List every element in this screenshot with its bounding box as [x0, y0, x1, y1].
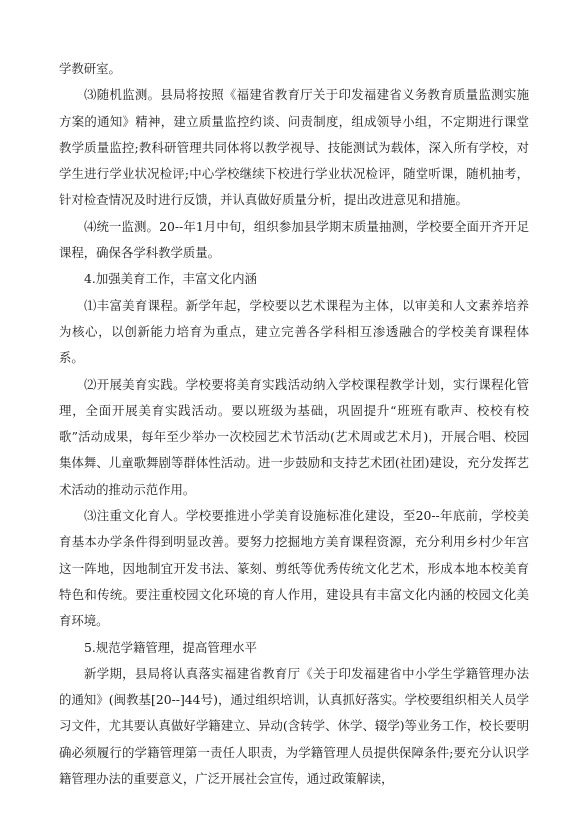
paragraph-fragment: 学教研室。 — [59, 61, 121, 76]
paragraph-random-monitoring: ⑶随机监测。县局将按照《福建省教育厅关于印发福建省义务教育质量监测实施方案的通知》精神，建立质量监控约谈、问责制度，组成领导小组，不定期进行课堂教学质量监控;教科研管理共同体将以教学视导、技能测试为载体，深入所有学校，对学生进行学业状况检评;中心学校继续下校进行学业状况检评，随堂听课，随机抽考，针对检查情况及时进行反馈，并认真做好质量分析，提出改进意见和措施。 — [59, 87, 529, 208]
section-heading-student-records: 5.规范学籍管理，提高管理水平 — [84, 639, 257, 655]
paragraph-aesthetic-practice: ⑵开展美育实践。学校要将美育实践活动纳入学校课程教学计划，实行课程化管理，全面开展美育实践活动。要以班级为基础，巩固提升“班班有歌声、校校有校歌”活动成果，每年至少举办一次校园艺术节活动(艺术周或艺术月)，开展合唱、校园集体舞、儿童歌舞剧等群体性活动。进一步鼓励和支持艺术团(社团)建设，充分发挥艺术活动的推动示范作用。 — [59, 376, 529, 497]
document-body — [59, 56, 529, 792]
paragraph-unified-monitoring: ⑷统一监测。20--年1月中旬，组织参加县学期末质量抽测，学校要全面开齐开足课程，确保各学科教学质量。 — [59, 218, 529, 261]
paragraph-student-records: 新学期，县局将认真落实福建省教育厅《关于印发福建省中小学生学籍管理办法的通知》(闽教基[20--]44号)，通过组织培训，认真抓好落实。学校要组织相关人员学习文件，尤其要认真做好学籍建立、异动(含转学、休学、辍学)等业务工作，校长要明确必须履行的学籍管理第一责任人职责，为学籍管理人员提供保障条件;要充分认识学籍管理办法的重要意义，广泛开展社会宣传，通过政策解读， — [59, 665, 529, 787]
section-heading-aesthetic-education: 4.加强美育工作，丰富文化内涵 — [84, 271, 257, 287]
paragraph-cultural-education: ⑶注重文化育人。学校要推进小学美育设施标准化建设，至20--年底前，学校美育基本办学条件得到明显改善。要努力挖掘地方美育课程资源，充分利用乡村少年宫这一阵地，因地制宜开发书法、篆刻、剪纸等优秀传统文化艺术，形成本地本校美育特色和传统。要注重校园文化环境的育人作用，建设具有丰富文化内涵的校园文化美育环境。 — [59, 508, 529, 629]
paragraph-aesthetic-curriculum: ⑴丰富美育课程。新学年起，学校要以艺术课程为主体，以审美和人文素养培养为核心，以创新能力培育为重点，建立完善各学科相互渗透融合的学校美育课程体系。 — [59, 297, 529, 366]
